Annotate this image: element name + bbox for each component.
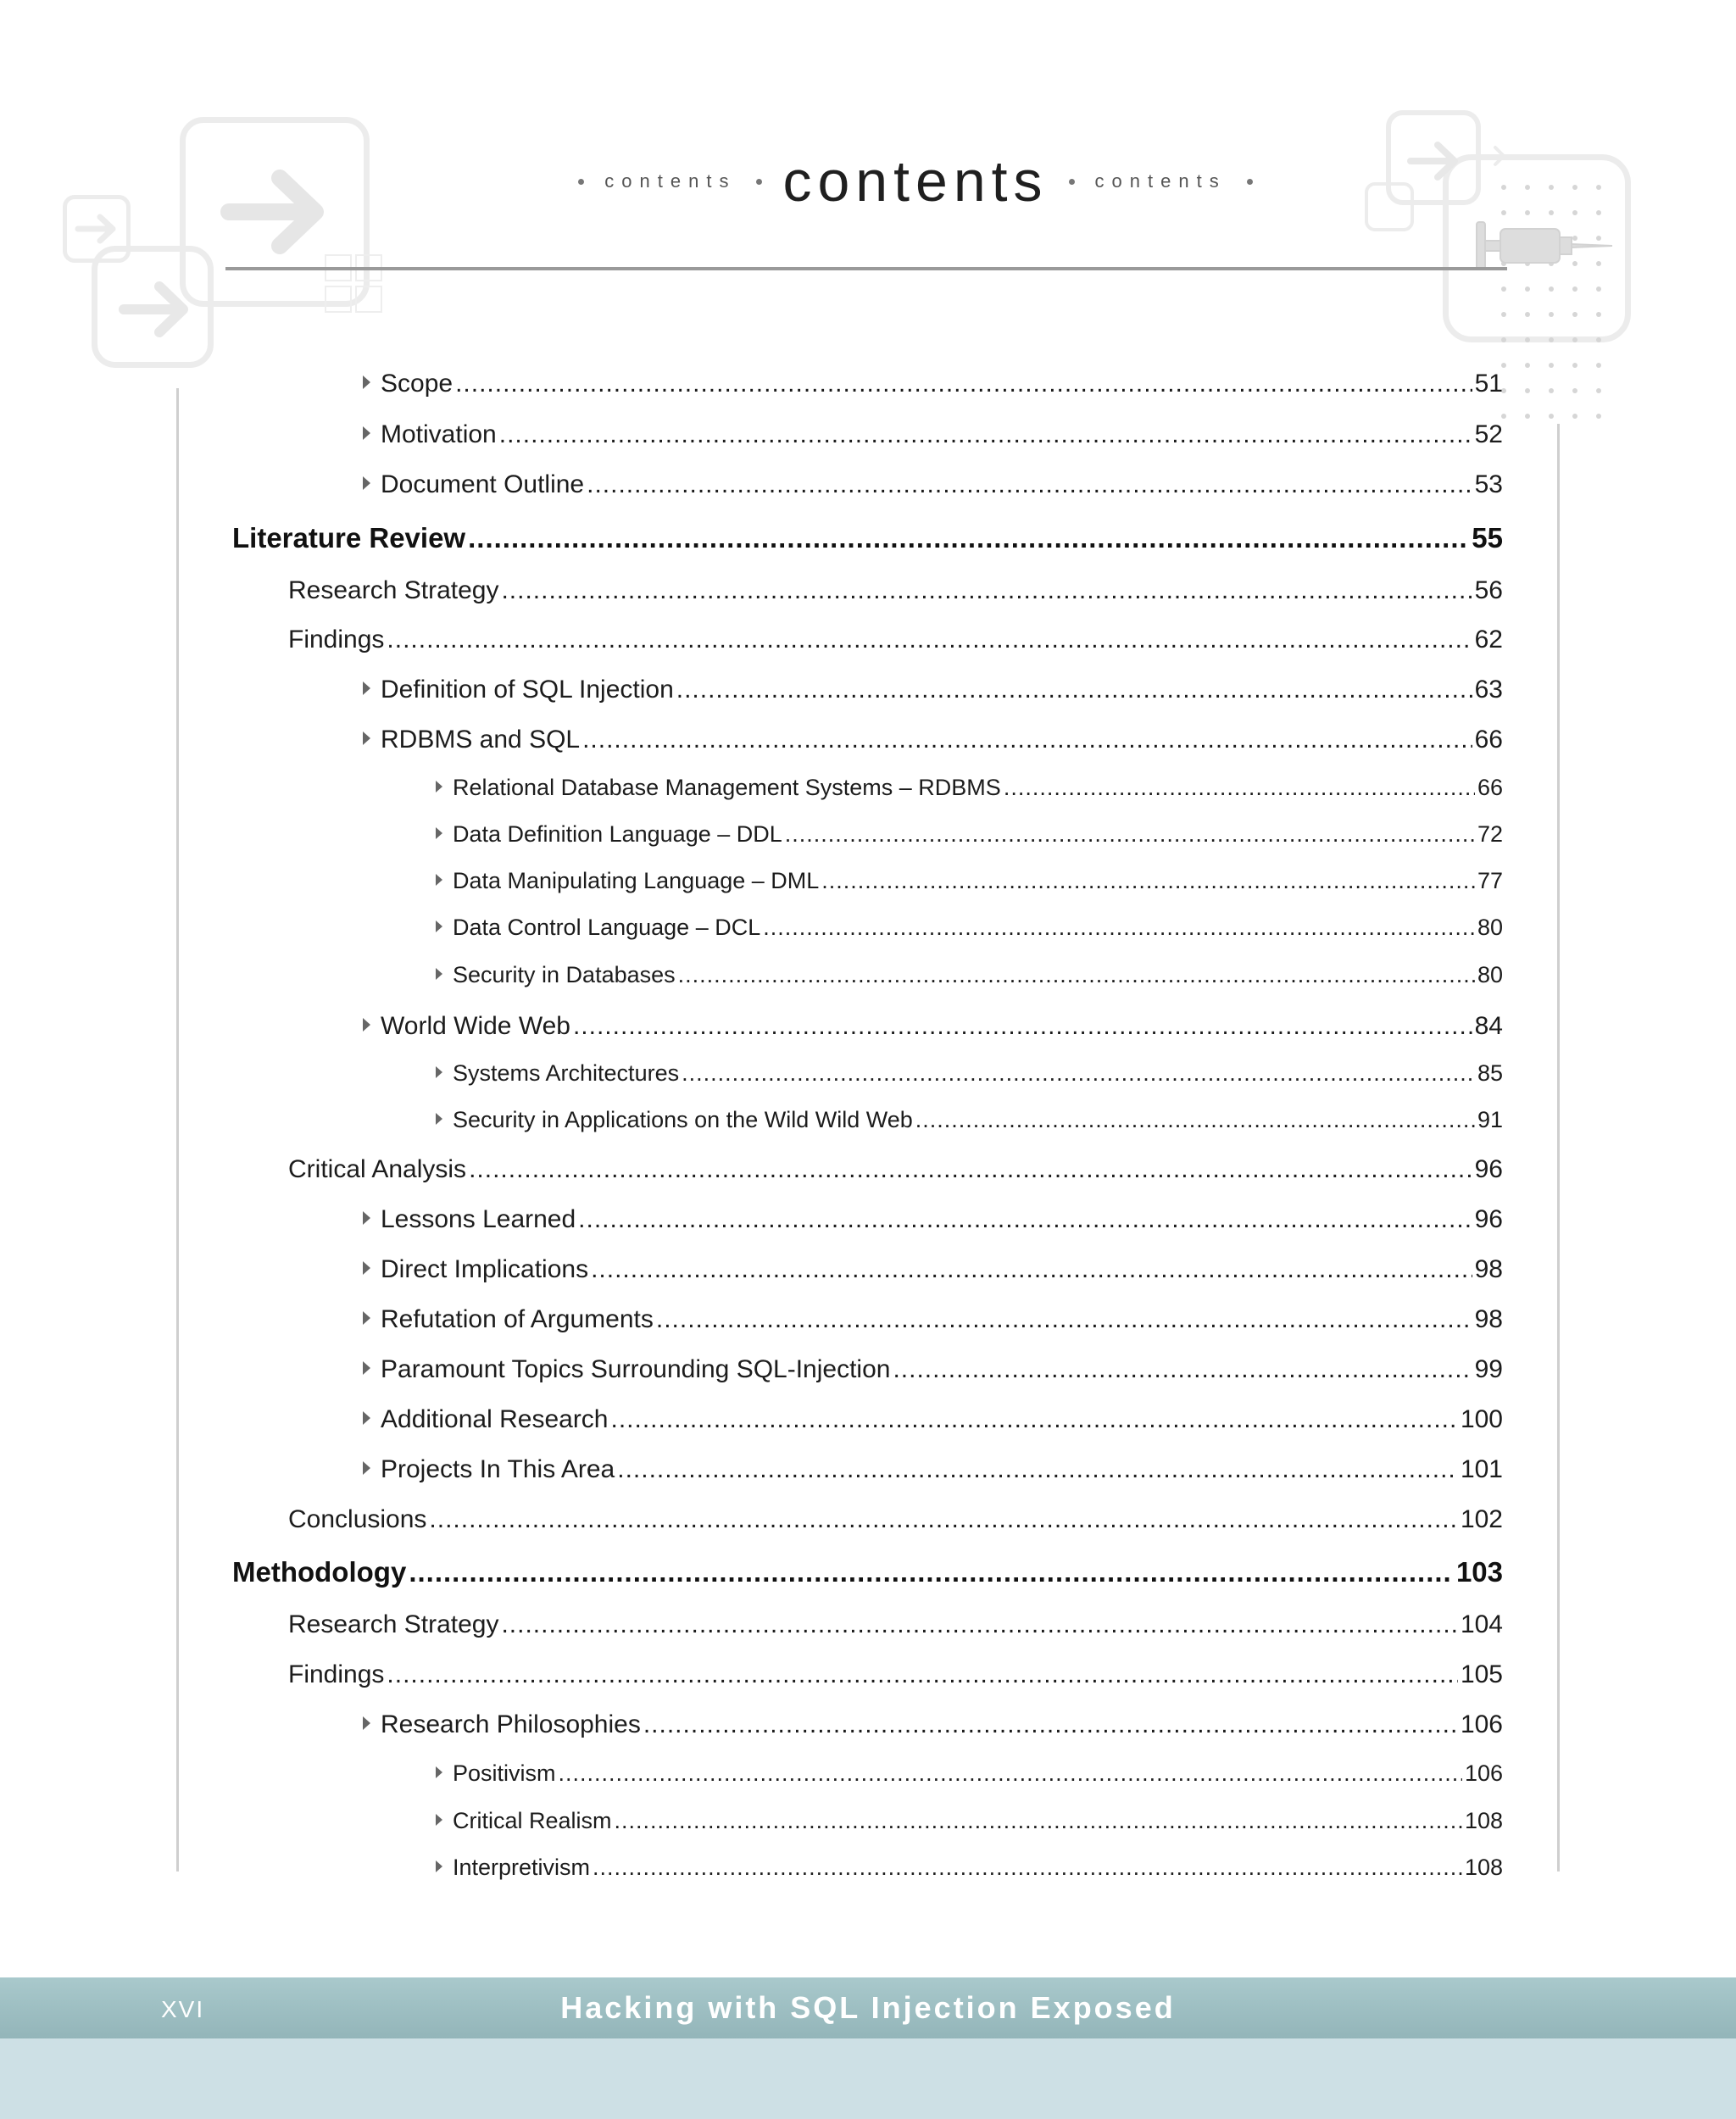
toc-entry-title: Methodology: [232, 1556, 407, 1588]
dot-leader: [469, 1155, 1472, 1184]
toc-entry-title: Conclusions: [288, 1505, 427, 1533]
caret-right-icon: [363, 731, 370, 745]
toc-entry[interactable]: [288, 1660, 1503, 1689]
toc-entry-page: 51: [1474, 370, 1503, 398]
toc-entry-page: 102: [1460, 1505, 1503, 1533]
caret-right-icon: [436, 920, 442, 932]
dot-leader: [387, 626, 1472, 654]
caret-right-icon: [436, 781, 442, 793]
toc-entry-title: Interpretivism: [453, 1855, 591, 1880]
toc-entry-page: 63: [1474, 676, 1503, 704]
dot-leader: [763, 915, 1475, 941]
toc-entry[interactable]: [363, 1710, 1503, 1739]
dot-leader: [468, 522, 1469, 554]
toc-entry-title: Lessons Learned: [381, 1205, 576, 1233]
toc-entry-page: 80: [1477, 915, 1503, 940]
toc-entry-page: 103: [1455, 1556, 1503, 1588]
header-small-left: contents: [604, 170, 737, 192]
toc-entry-page: 99: [1474, 1355, 1503, 1383]
caret-right-icon: [436, 1113, 442, 1125]
toc-entry-title: Data Manipulating Language – DML: [453, 868, 820, 893]
toc-entry-page: 72: [1477, 821, 1503, 847]
toc-entry-title: Findings: [288, 1660, 385, 1688]
toc-entry[interactable]: [436, 868, 1503, 894]
caret-right-icon: [363, 476, 370, 490]
footer-base: [0, 2038, 1736, 2119]
toc-entry-title: Critical Realism: [453, 1808, 612, 1833]
toc-entry-title: Definition of SQL Injection: [381, 676, 674, 704]
toc-entry-title: Research Strategy: [288, 576, 499, 604]
toc-entry-title: Paramount Topics Surrounding SQL-Injection: [381, 1355, 891, 1383]
caret-right-icon: [436, 1860, 442, 1872]
toc-entry-page: 53: [1474, 470, 1503, 498]
toc-entry[interactable]: [436, 1060, 1503, 1087]
toc-entry-title: Systems Architectures: [453, 1060, 680, 1086]
dot-leader: [615, 1808, 1462, 1834]
toc-entry-page: 108: [1464, 1808, 1503, 1833]
toc-entry-page: 106: [1460, 1710, 1503, 1738]
toc-entry[interactable]: [363, 420, 1503, 449]
dot-leader: [785, 821, 1475, 848]
toc-entry[interactable]: [288, 1610, 1503, 1639]
toc-entry[interactable]: [232, 1556, 1503, 1588]
toc-entry-title: Findings: [288, 626, 385, 653]
toc-entry-title: RDBMS and SQL: [381, 726, 581, 754]
caret-right-icon: [436, 1814, 442, 1826]
caret-right-icon: [436, 827, 442, 839]
toc-entry[interactable]: [363, 726, 1503, 754]
toc-entry[interactable]: [288, 576, 1503, 605]
toc-entry[interactable]: [363, 370, 1503, 398]
dot-leader: [559, 1760, 1462, 1787]
toc-entry[interactable]: [232, 522, 1503, 554]
toc-entry[interactable]: [436, 821, 1503, 848]
dot-leader: [573, 1012, 1472, 1041]
dot-leader: [499, 420, 1472, 449]
caret-right-icon: [363, 1211, 370, 1225]
dot-leader: [617, 1455, 1458, 1484]
toc-entry-title: Direct Implications: [381, 1255, 589, 1283]
toc-entry[interactable]: [436, 915, 1503, 941]
toc-entry-title: Data Control Language – DCL: [453, 915, 761, 940]
caret-right-icon: [363, 1361, 370, 1375]
dot-leader: [501, 576, 1472, 605]
toc-entry-page: 80: [1477, 962, 1503, 987]
toc-entry-page: 55: [1472, 522, 1503, 553]
dot-leader: [643, 1710, 1458, 1739]
dot-leader: [587, 470, 1472, 499]
toc-entry-page: 91: [1477, 1107, 1503, 1132]
toc-entry-page: 108: [1464, 1855, 1503, 1880]
toc-entry-title: Refutation of Arguments: [381, 1305, 654, 1333]
toc-entry[interactable]: [436, 1808, 1503, 1834]
page-title: contents: [782, 149, 1049, 214]
caret-right-icon: [363, 1311, 370, 1325]
caret-right-icon: [363, 375, 370, 389]
toc-entry-page: 104: [1460, 1610, 1503, 1638]
page-number: XVI: [161, 1996, 205, 2022]
dot-leader: [682, 1060, 1475, 1087]
toc-entry-title: Data Definition Language – DDL: [453, 821, 782, 847]
toc-entry-page: 96: [1474, 1155, 1503, 1183]
dot-leader: [578, 1205, 1472, 1234]
toc-entry[interactable]: [363, 1355, 1503, 1384]
caret-right-icon: [363, 1716, 370, 1730]
toc-entry-title: Motivation: [381, 420, 497, 448]
dot-leader: [593, 1855, 1462, 1881]
toc-entry-title: Positivism: [453, 1760, 556, 1786]
toc-entry-page: 105: [1460, 1660, 1503, 1688]
caret-right-icon: [436, 1066, 442, 1078]
toc-entry-page: 66: [1474, 726, 1503, 754]
toc-entry-page: 85: [1477, 1060, 1503, 1086]
toc-entry[interactable]: [363, 1255, 1503, 1284]
toc-entry[interactable]: [436, 1760, 1503, 1787]
toc-entry[interactable]: [436, 962, 1503, 988]
toc-entry[interactable]: [436, 1107, 1503, 1133]
toc-entry[interactable]: [436, 1855, 1503, 1881]
caret-right-icon: [363, 681, 370, 695]
toc-entry-title: Security in Applications on the Wild Wild Web: [453, 1107, 913, 1132]
toc-entry-page: 100: [1460, 1405, 1503, 1433]
toc-entry[interactable]: [436, 775, 1503, 801]
dot-leader: [656, 1305, 1472, 1334]
toc-entry-page: 98: [1474, 1255, 1503, 1283]
toc-entry-title: Research Philosophies: [381, 1710, 641, 1738]
toc-entry[interactable]: [363, 1405, 1503, 1434]
caret-right-icon: [363, 426, 370, 440]
toc-entry[interactable]: [363, 676, 1503, 704]
dot-leader: [821, 868, 1475, 894]
caret-right-icon: [363, 1018, 370, 1032]
dot-leader: [893, 1355, 1472, 1384]
toc-entry-page: 101: [1460, 1455, 1503, 1483]
caret-right-icon: [363, 1261, 370, 1275]
toc-entry-title: Document Outline: [381, 470, 585, 498]
toc-entry[interactable]: [363, 1305, 1503, 1334]
toc-entry[interactable]: [363, 1012, 1503, 1041]
toc-entry[interactable]: [363, 1205, 1503, 1234]
toc-entry-title: Literature Review: [232, 522, 466, 553]
toc-entry-title: Research Strategy: [288, 1610, 499, 1638]
toc-entry[interactable]: [288, 626, 1503, 654]
toc-entry[interactable]: [363, 470, 1503, 499]
dot-leader: [582, 726, 1472, 754]
header-small-right: contents: [1094, 170, 1227, 192]
toc-entry-page: 98: [1474, 1305, 1503, 1333]
dot-leader: [676, 676, 1472, 704]
toc-entry-page: 56: [1474, 576, 1503, 604]
toc-entry-title: Projects In This Area: [381, 1455, 615, 1483]
toc-entry[interactable]: [288, 1505, 1503, 1534]
caret-right-icon: [436, 968, 442, 980]
caret-right-icon: [363, 1461, 370, 1475]
toc-entry-page: 96: [1474, 1205, 1503, 1233]
toc-entry-page: 52: [1474, 420, 1503, 448]
dot-leader: [611, 1405, 1458, 1434]
dot-leader: [455, 370, 1472, 398]
toc-entry-title: Security in Databases: [453, 962, 676, 987]
toc-entry-title: Additional Research: [381, 1405, 609, 1433]
running-title: Hacking with SQL Injection Exposed: [560, 1990, 1176, 2025]
toc-entry-title: World Wide Web: [381, 1012, 570, 1040]
dot-leader: [915, 1107, 1475, 1133]
dot-leader: [1004, 775, 1475, 801]
toc-entry-page: 84: [1474, 1012, 1503, 1040]
caret-right-icon: [436, 1766, 442, 1778]
dot-leader: [409, 1556, 1454, 1588]
caret-right-icon: [363, 1411, 370, 1425]
toc-entry[interactable]: [363, 1455, 1503, 1484]
toc-entry[interactable]: [288, 1155, 1503, 1184]
toc-entry-title: Relational Database Management Systems – RDBMS: [453, 775, 1001, 800]
dot-leader: [501, 1610, 1457, 1639]
toc-entry-page: 77: [1477, 868, 1503, 893]
toc-entry-page: 62: [1474, 626, 1503, 653]
toc-entry-title: Critical Analysis: [288, 1155, 467, 1183]
dot-leader: [591, 1255, 1472, 1284]
dot-leader: [678, 962, 1475, 988]
toc-entry-page: 66: [1477, 775, 1503, 800]
toc-entry-page: 106: [1464, 1760, 1503, 1786]
caret-right-icon: [436, 874, 442, 886]
toc-entry-title: Scope: [381, 370, 453, 398]
dot-leader: [387, 1660, 1458, 1689]
dot-leader: [429, 1505, 1458, 1534]
